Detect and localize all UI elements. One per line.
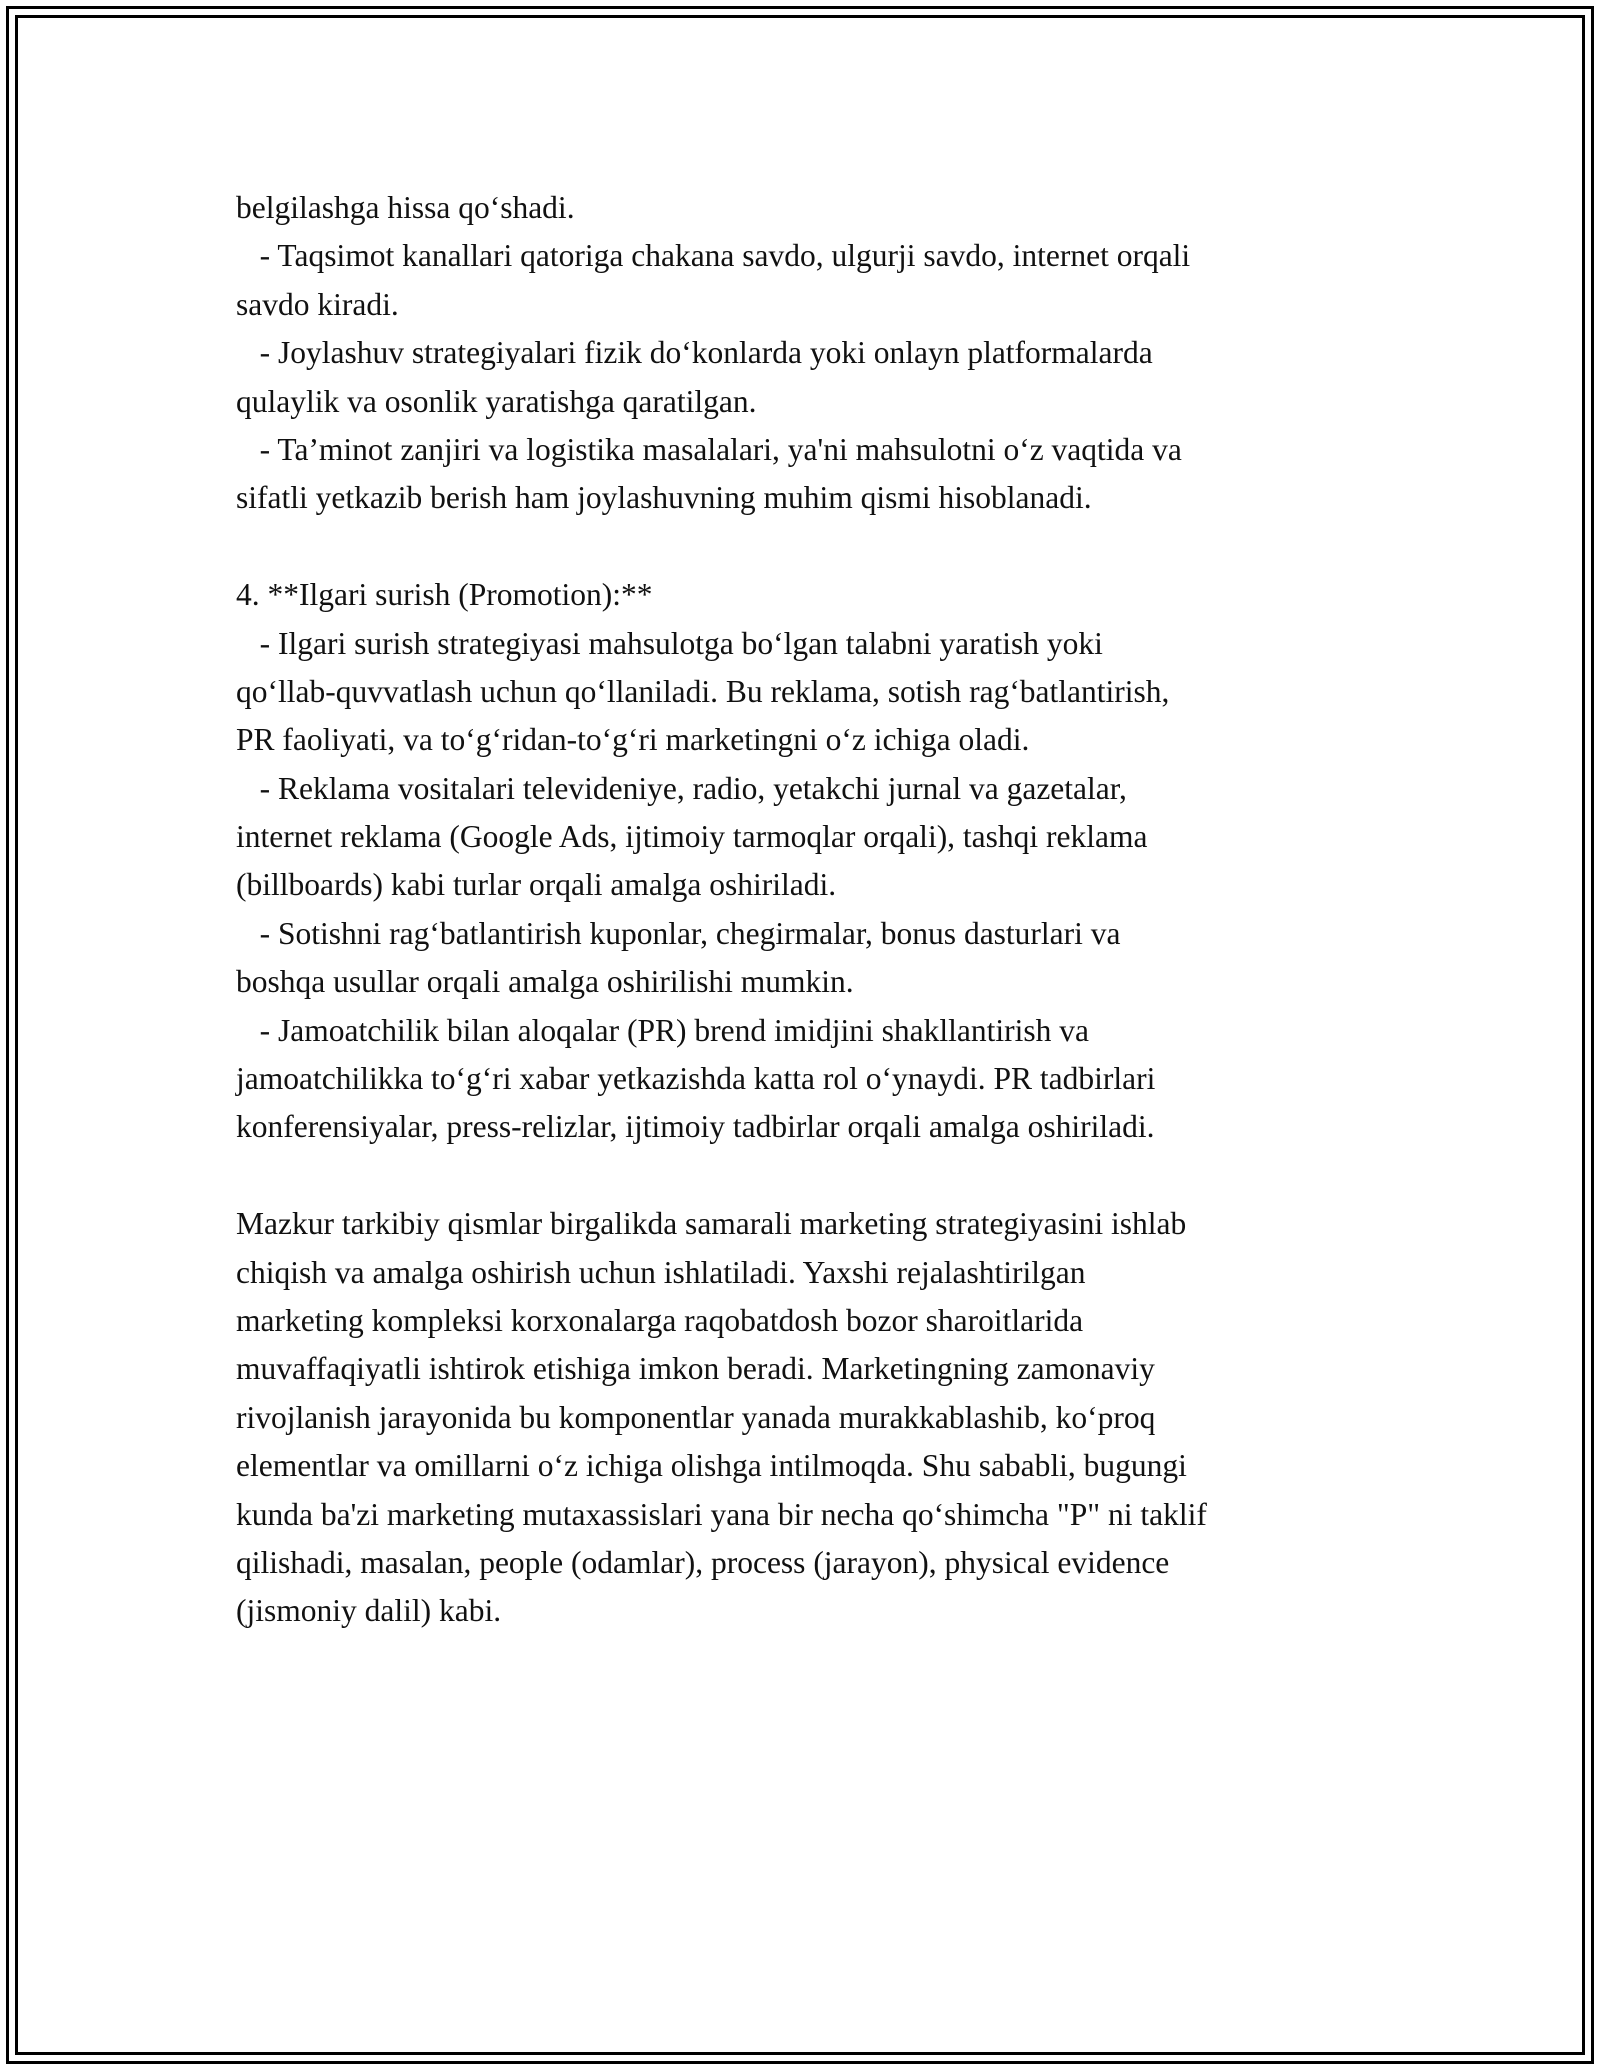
place-bullet xyxy=(236,426,1386,523)
text-line: - Joylashuv strategiyalari fizik do‘konlarda yoki onlayn platformalarda xyxy=(236,335,1153,371)
conclusion-paragraph xyxy=(236,1200,1386,1636)
text-line: - Jamoatchilik bilan aloqalar (PR) brend imidjini shakllantirish va xyxy=(236,1012,1089,1048)
text-line: muvaffaqiyatli ishtirok etishiga imkon beradi. Marketingning zamonaviy xyxy=(236,1351,1155,1387)
text-line: chiqish va amalga oshirish uchun ishlatiladi. Yaxshi rejalashtirilgan xyxy=(236,1254,1086,1290)
text-line: (billboards) kabi turlar orqali amalga oshiriladi. xyxy=(236,867,837,903)
text-line: boshqa usullar orqali amalga oshirilishi mumkin. xyxy=(236,964,854,1000)
text-line: savdo kiradi. xyxy=(236,286,399,322)
continuation-line: belgilashga hissa qo‘shadi. xyxy=(236,190,575,225)
text-line: jamoatchilikka to‘g‘ri xabar yetkazishda katta rol o‘ynaydi. PR tadbirlari xyxy=(236,1061,1156,1097)
text-line: elementlar va omillarni o‘z ichiga olishga intilmoqda. Shu sababli, bugungi xyxy=(236,1448,1187,1484)
text-line: - Ilgari surish strategiyasi mahsulotga bo‘lgan talabni yaratish yoki xyxy=(236,625,1103,661)
promotion-bullet xyxy=(236,1007,1386,1152)
text-line: sifatli yetkazib berish ham joylashuvning muhim qismi hisoblanadi. xyxy=(236,480,1092,516)
text-line: - Reklama vositalari televideniye, radio, yetakchi jurnal va gazetalar, xyxy=(236,770,1127,806)
promotion-bullet xyxy=(236,620,1386,765)
promotion-bullet xyxy=(236,765,1386,910)
text-line: - Taqsimot kanallari qatoriga chakana savdo, ulgurji savdo, internet orqali xyxy=(236,238,1191,274)
text-line: (jismoniy dalil) kabi. xyxy=(236,1593,502,1629)
text-line: - Sotishni rag‘batlantirish kuponlar, chegirmalar, bonus dasturlari va xyxy=(236,915,1121,951)
text-line: qilishadi, masalan, people (odamlar), process (jarayon), physical evidence xyxy=(236,1544,1170,1580)
document-body xyxy=(236,184,1386,1636)
section-heading-promotion: 4. **Ilgari surish (Promotion):** xyxy=(236,577,653,613)
promotion-bullet xyxy=(236,910,1386,1007)
place-bullet xyxy=(236,232,1386,329)
paragraph-spacer xyxy=(236,523,1386,571)
place-bullet xyxy=(236,329,1386,426)
text-line: qo‘llab-quvvatlash uchun qo‘llaniladi. Bu reklama, sotish rag‘batlantirish, xyxy=(236,673,1170,709)
text-line: PR faoliyati, va to‘g‘ridan-to‘g‘ri marketingni o‘z ichiga oladi. xyxy=(236,722,1030,758)
text-line: internet reklama (Google Ads, ijtimoiy tarmoqlar orqali), tashqi reklama xyxy=(236,819,1148,855)
text-line: qulaylik va osonlik yaratishga qaratilgan. xyxy=(236,383,757,419)
text-line: rivojlanish jarayonida bu komponentlar yanada murakkablashib, ko‘proq xyxy=(236,1399,1156,1435)
text-line: konferensiyalar, press-relizlar, ijtimoiy tadbirlar orqali amalga oshiriladi. xyxy=(236,1109,1155,1145)
text-line: marketing kompleksi korxonalarga raqobatdosh bozor sharoitlarida xyxy=(236,1302,1084,1338)
text-line: kunda ba'zi marketing mutaxassislari yana bir necha qo‘shimcha "P" ni taklif xyxy=(236,1496,1207,1532)
text-line: Mazkur tarkibiy qismlar birgalikda samarali marketing strategiyasini ishlab xyxy=(236,1206,1187,1242)
text-line: - Ta’minot zanjiri va logistika masalalari, ya'ni mahsulotni o‘z vaqtida va xyxy=(236,431,1182,467)
paragraph-spacer xyxy=(236,1152,1386,1200)
